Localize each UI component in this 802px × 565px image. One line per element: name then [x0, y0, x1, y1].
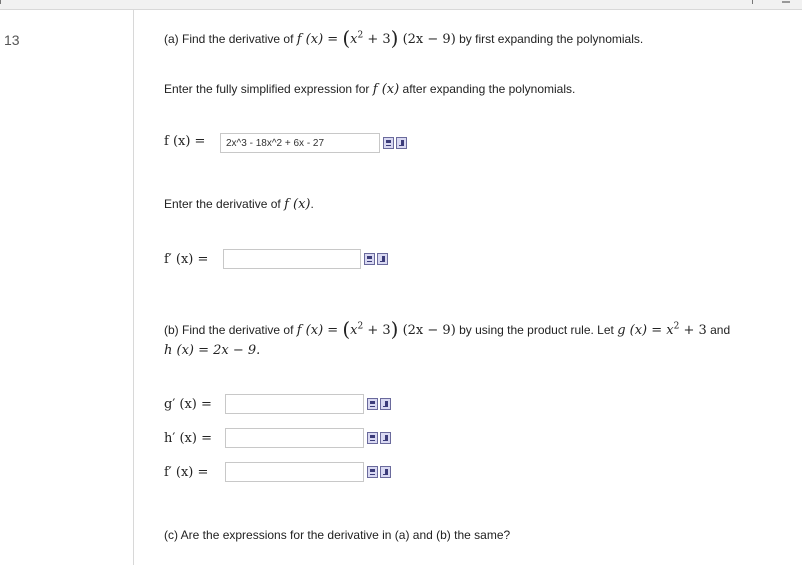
- math-plus-3: + 3: [679, 323, 707, 338]
- part-a-prompt: [164, 26, 643, 50]
- math-g-of-x: g (x) = x: [617, 323, 674, 338]
- part-a-instruction-expand: [164, 82, 575, 97]
- math-plus-3: + 3: [363, 32, 391, 47]
- part-b-label: (b): [164, 323, 179, 337]
- math-f-expression: [296, 26, 456, 50]
- fpx-tools-a: [364, 253, 388, 265]
- help-icon[interactable]: [377, 253, 388, 265]
- question-content: [164, 0, 800, 565]
- toolbar-tick: [0, 0, 1, 4]
- gpx-label: g′ (x) =: [164, 397, 212, 412]
- fpx-tools-b: [367, 466, 391, 478]
- part-a-suffix: by first expanding the polynomials.: [455, 32, 644, 46]
- math-h-of-x: h (x) = 2x − 9.: [164, 343, 261, 358]
- period: .: [310, 197, 314, 211]
- question-gutter: [0, 10, 134, 565]
- gpx-tools: [367, 398, 391, 410]
- help-icon[interactable]: [380, 432, 391, 444]
- fpx-label-b: f′ (x) =: [164, 465, 209, 480]
- fx-label: f (x) =: [164, 134, 206, 149]
- equation-editor-icon[interactable]: [367, 466, 378, 478]
- help-icon[interactable]: [380, 466, 391, 478]
- math-paren: ): [390, 317, 399, 341]
- help-icon[interactable]: [396, 137, 407, 149]
- math-linear-factor: (2x − 9): [398, 323, 456, 338]
- fx-answer-input[interactable]: [220, 133, 380, 153]
- fpx-label-a: f′ (x) =: [164, 252, 209, 267]
- fpx-answer-input-a[interactable]: [223, 249, 361, 269]
- part-b-suffix: and: [706, 323, 731, 337]
- part-c-text: Are the expressions for the derivative in (a) and (b) the same?: [178, 528, 511, 542]
- fpx-answer-input-b[interactable]: [225, 462, 364, 482]
- math-f-of-x: f (x) =: [296, 32, 343, 47]
- equation-editor-icon[interactable]: [367, 398, 378, 410]
- fx-tools: [383, 137, 407, 149]
- math-paren: ): [390, 26, 399, 50]
- equation-editor-icon[interactable]: [364, 253, 375, 265]
- math-paren: (: [342, 26, 351, 50]
- math-x: x: [350, 323, 358, 338]
- math-f-of-x: f (x): [372, 82, 400, 97]
- help-icon[interactable]: [380, 398, 391, 410]
- instruction-text: Enter the fully simplified expression for: [164, 82, 370, 96]
- gpx-answer-input[interactable]: [225, 394, 364, 414]
- math-g-definition: [617, 323, 707, 338]
- math-f-of-x: f (x): [284, 197, 311, 212]
- part-b-text: by using the product rule. Let: [455, 323, 618, 337]
- math-exponent: 2: [673, 321, 680, 332]
- part-a-text: Find the derivative of: [178, 32, 297, 46]
- part-b-h-definition: [164, 343, 260, 358]
- hpx-answer-input[interactable]: [225, 428, 364, 448]
- math-f-of-x: f (x) =: [296, 323, 343, 338]
- part-c-label: (c): [164, 528, 178, 542]
- equation-editor-icon[interactable]: [383, 137, 394, 149]
- part-b-text: Find the derivative of: [178, 323, 297, 337]
- instruction-text: after expanding the polynomials.: [402, 82, 576, 96]
- hpx-label: h′ (x) =: [164, 431, 212, 446]
- math-f-expression: [296, 317, 456, 341]
- math-plus-3: + 3: [363, 323, 391, 338]
- question-number: 13: [4, 32, 20, 48]
- part-c-prompt: [164, 528, 510, 542]
- math-exponent: 2: [357, 30, 364, 41]
- math-x: x: [350, 32, 358, 47]
- math-exponent: 2: [357, 321, 364, 332]
- part-b-prompt: [164, 317, 730, 341]
- part-a-instruction-derivative: [164, 197, 314, 212]
- part-a-label: (a): [164, 32, 179, 46]
- equation-editor-icon[interactable]: [367, 432, 378, 444]
- math-paren: (: [342, 317, 351, 341]
- instruction-text: Enter the derivative of: [164, 197, 281, 211]
- hpx-tools: [367, 432, 391, 444]
- math-linear-factor: (2x − 9): [398, 32, 456, 47]
